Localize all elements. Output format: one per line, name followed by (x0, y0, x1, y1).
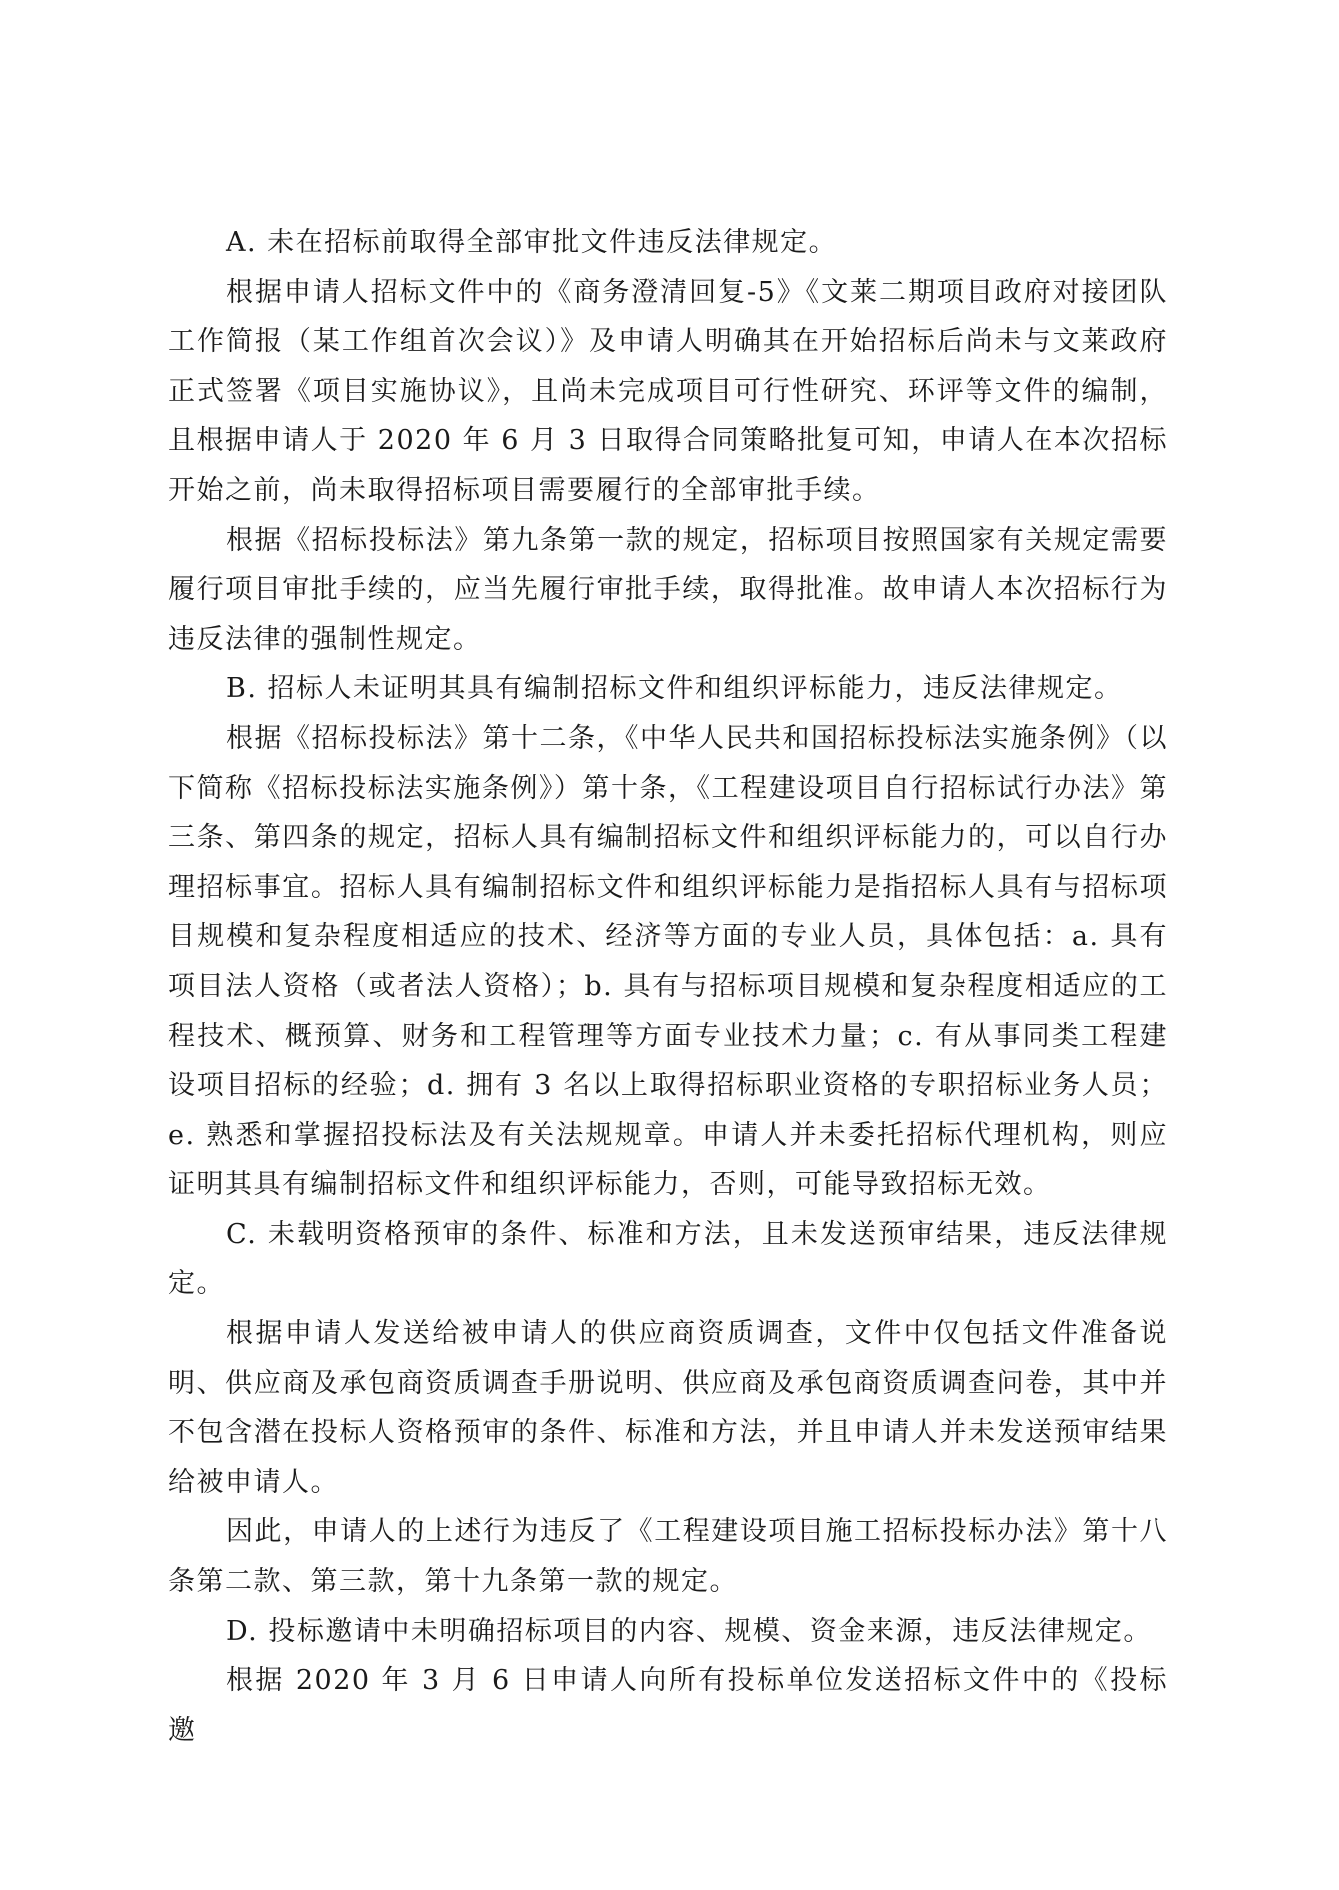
paragraph-b-law: 根据《招标投标法》第十二条，《中华人民共和国招标投标法实施条例》（以下简称《招标投标法实施条例》）第十条，《工程建设项目自行招标试行办法》第三条、第四条的规定，招标人具有编制招标文件和组织评标能力的，可以自行办理招标事宜。招标人具有编制招标文件和组织评标能力是指招标人具有与招标项目规模和复杂程度相适应的技术、经济等方面的专业人员，具体包括：a. 具有项目法人资格（或者法人资格）；b. 具有与招标项目规模和复杂程度相适应的工程技术、概预算、财务和工程管理等方面专业技术力量；c. 有从事同类工程建设项目招标的经验；d. 拥有 3 名以上取得招标职业资格的专职招标业务人员；e. 熟悉和掌握招投标法及有关法规规章。申请人并未委托招标代理机构，则应证明其具有编制招标文件和组织评标能力，否则，可能导致招标无效。 (168, 722, 1168, 1201)
paragraph-c-conclusion: 因此，申请人的上述行为违反了《工程建设项目施工招标投标办法》第十八条第二款、第三款，第十九条第一款的规定。 (168, 1516, 1168, 1598)
paragraph-c-heading: C. 未载明资格预审的条件、标准和方法，且未发送预审结果，违反法律规定。 (168, 1218, 1168, 1300)
paragraph-c-facts: 根据申请人发送给被申请人的供应商资质调查，文件中仅包括文件准备说明、供应商及承包商资质调查手册说明、供应商及承包商资质调查问卷，其中并不包含潜在投标人资格预审的条件、标准和方法，并且申请人并未发送预审结果给被申请人。 (168, 1318, 1168, 1498)
paragraph-a-heading: A. 未在招标前取得全部审批文件违反法律规定。 (226, 227, 838, 258)
paragraph-b-heading: B. 招标人未证明其具有编制招标文件和组织评标能力，违反法律规定。 (226, 673, 1123, 705)
paragraph-d-heading: D. 投标邀请中未明确招标项目的内容、规模、资金来源，违反法律规定。 (226, 1615, 1152, 1647)
paragraph-a-law: 根据《招标投标法》第九条第一款的规定，招标项目按照国家有关规定需要履行项目审批手续的，应当先履行审批手续，取得批准。故申请人本次招标行为违反法律的强制性规定。 (168, 524, 1168, 655)
document-page (168, 218, 1168, 1755)
paragraph-a-facts: 根据申请人招标文件中的《商务澄清回复-5》《文莱二期项目政府对接团队工作简报（某工作组首次会议）》及申请人明确其在开始招标后尚未与文莱政府正式签署《项目实施协议》，且尚未完成项目可行性研究、环评等文件的编制，且根据申请人于 2020 年 6 月 3 日取得合同策略批复可知，申请人在本次招标开始之前，尚未取得招标项目需要履行的全部审批手续。 (168, 276, 1168, 506)
paragraph-d-facts: 根据 2020 年 3 月 6 日申请人向所有投标单位发送招标文件中的《投标邀 (168, 1665, 1168, 1746)
